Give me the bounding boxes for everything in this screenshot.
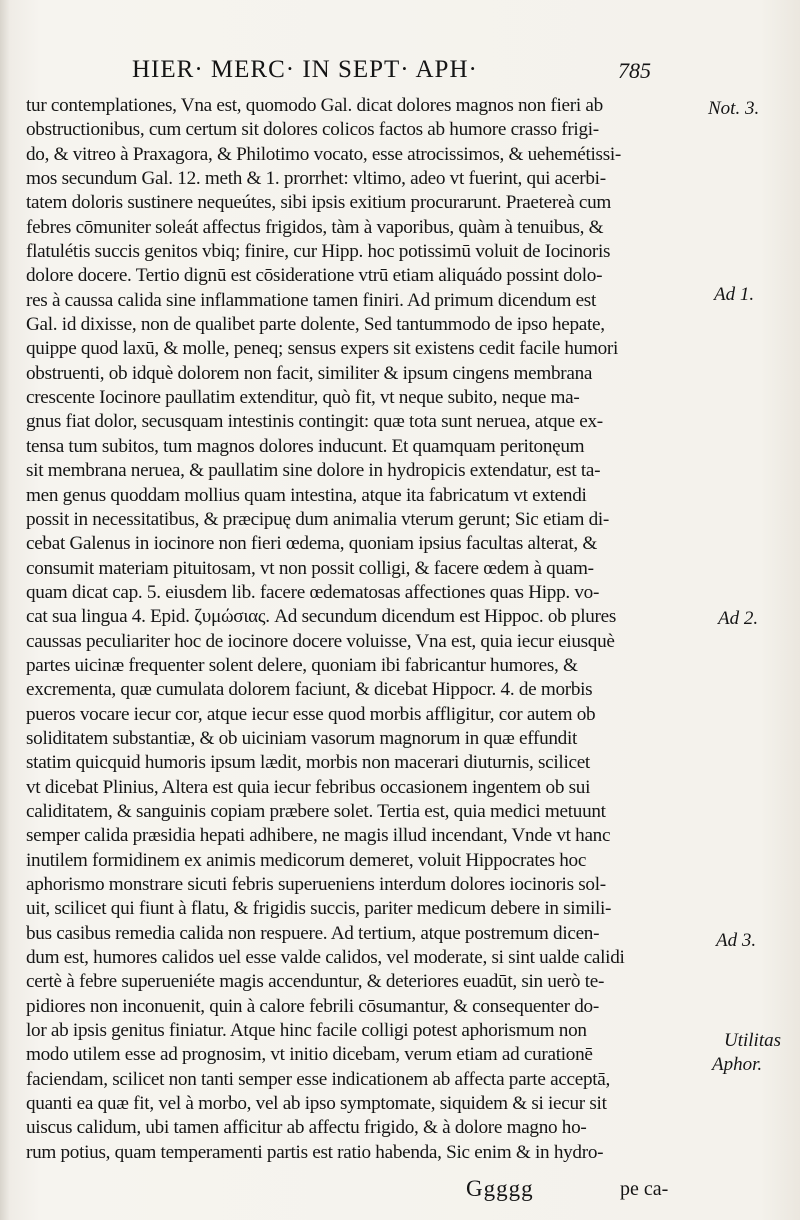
text-line: Gal. id dixisse, non de qualibet parte dolente, Sed tantummodo de ipso hepate, xyxy=(26,314,605,336)
text-line: statim quicquid humoris ipsum lædit, morbis non macerari diuturnis, scilicet xyxy=(26,752,590,774)
margin-note-ad2: Ad 2. xyxy=(718,608,759,629)
text-line: sit membrana neruea, & paullatim sine dolore in hydropicis extendatur, est ta- xyxy=(26,460,601,482)
text-line: rum potius, quam temperamenti partis est ratio habenda, Sic enim & in hydro- xyxy=(26,1141,604,1163)
text-line: lor ab ipsis genitus finiatur. Atque hinc facile colligi potest aphorismum non xyxy=(26,1020,587,1042)
text-line: uit, scilicet qui fiunt à flatu, & frigidis succis, pariter medicum debere in simili- xyxy=(26,898,612,920)
text-line: consumit materiam pituitosam, vt non possit colligi, & facere œdem à quam- xyxy=(26,557,594,579)
page-footer xyxy=(0,1176,800,1216)
text-line: pueros vocare iecur cor, atque iecur esse quod morbis affligitur, cor autem ob xyxy=(26,703,596,725)
text-line: febres cōmuniter soleát affectus frigidos, tàm à vaporibus, quàm à tenuibus, & xyxy=(26,216,604,238)
page-header xyxy=(132,56,672,90)
text-line: tensa tum subitos, tum magnos dolores inducunt. Et quamquam peritonęum xyxy=(26,435,585,457)
text-line: certè à febre superueniéte magis accenduntur, & deteriores euadūt, sin uerò te- xyxy=(26,971,605,993)
text-line: faciendam, scilicet non tanti semper esse indicationem ab affecta parte acceptā, xyxy=(26,1068,611,1090)
text-line: possit in necessitatibus, & præcipuę dum animalia vterum gerunt; Sic etiam di- xyxy=(26,508,610,530)
catchword: pe ca- xyxy=(620,1178,669,1200)
text-line: quam dicat cap. 5. eiusdem lib. facere œdematosas affectiones quas Hipp. vo- xyxy=(26,581,600,603)
signature-mark: Ggggg xyxy=(466,1176,534,1201)
page-number: 785 xyxy=(618,58,651,83)
text-line: bus casibus remedia calida non respuere. Ad tertium, atque postremum dicen- xyxy=(26,922,600,944)
text-line: vt dicebat Plinius, Altera est quia iecur febribus occasionem ingentem ob sui xyxy=(26,776,591,798)
text-line: excrementa, quæ cumulata dolorem faciunt, & dicebat Hippocr. 4. de morbis xyxy=(26,679,593,701)
body-text xyxy=(26,94,706,1165)
text-line: gnus fiat dolor, secusquam intestinis contingit: quæ tota sunt neruea, atque ex- xyxy=(26,411,603,433)
text-line: caliditatem, & sanguinis copiam præbere solet. Tertia est, quia medici metuunt xyxy=(26,800,606,822)
margin-note-ad3: Ad 3. xyxy=(716,930,757,951)
margin-note-aphor: Aphor. xyxy=(712,1054,763,1075)
margin-note-utilitas: Utilitas xyxy=(724,1030,782,1051)
text-line: partes uicinæ frequenter solent delere, quoniam ibi fabricantur humores, & xyxy=(26,654,578,676)
text-line: dolore docere. Tertio dignū est cōsideratione vtrū etiam aliquádo possint dolo- xyxy=(26,265,603,287)
text-line: men genus quoddam mollius quam intestina, atque ita fabricatum vt extendi xyxy=(26,484,587,506)
text-line: obstructionibus, cum certum sit dolores colicos factos ab humore crasso frigi- xyxy=(26,119,599,141)
text-line: quippe quod laxū, & molle, peneq; sensus expers sit existens cedit facile humori xyxy=(26,338,618,360)
text-line: caussas peculiariter hoc de iocinore docere voluisse, Vna est, quia iecur eiusquè xyxy=(26,630,615,652)
text-line: tur contemplationes, Vna est, quomodo Gal. dicat dolores magnos non fieri ab xyxy=(26,95,603,116)
running-title: HIER· MERC· IN SEPT· APH· xyxy=(132,56,478,83)
text-line: obstruenti, ob idquè dolorem non facit, similiter & ipsum cingens membrana xyxy=(26,362,593,384)
text-line: flatulétis succis genitos vbiq; finire, cur Hipp. hoc potissimū voluit de Iocinoris xyxy=(26,241,611,263)
margin-notes xyxy=(706,0,800,1220)
text-line: mos secundum Gal. 12. meth & 1. prorrhet: vltimo, adeo vt fuerint, qui acerbi- xyxy=(26,168,606,190)
text-line: do, & vitreo à Praxagora, & Philotimo vocato, esse atrocissimos, & uehemétissi- xyxy=(26,143,621,165)
text-line: inutilem formidinem ex animis medicorum demeret, voluit Hippocrates hoc xyxy=(26,849,587,871)
text-line: uiscus calidum, ubi tamen afficitur ab affectu frigido, & à dolore magno ho- xyxy=(26,1117,587,1139)
text-line: cebat Galenus in iocinore non fieri œdema, quoniam ipsius facultas alterat, & xyxy=(26,533,597,555)
text-line: pidiores non inconuenit, quin à calore febrili cōsumantur, & consequenter do- xyxy=(26,995,599,1017)
text-line: dum est, humores calidos uel esse valde calidos, vel moderate, si sint ualde calidi xyxy=(26,947,625,969)
text-line: quanti ea quæ fit, vel à morbo, vel ab ipso symptomate, siquidem & si iecur sit xyxy=(26,1093,607,1115)
text-line: soliditatem substantiæ, & ob uiciniam vasorum magnorum in quæ effundit xyxy=(26,727,578,749)
text-line: aphorismo monstrare sicuti febris superueniens interdum dolores iocinoris sol- xyxy=(26,874,606,895)
text-line: semper calida præsidia hepati adhibere, ne magis illud incendant, Vnde vt hanc xyxy=(26,825,611,847)
text-line: cat sua lingua 4. Epid. ζυμώσιας. Ad secundum dicendum est Hippoc. ob plures xyxy=(26,606,616,628)
text-line: tatem doloris sustinere nequeútes, sibi ipsis exitium procurarunt. Praetereà cum xyxy=(26,192,612,214)
text-line: res à caussa calida sine inflammatione tamen finiri. Ad primum dicendum est xyxy=(26,289,597,311)
margin-note-not3: Not. 3. xyxy=(708,98,760,119)
margin-note-ad1: Ad 1. xyxy=(714,284,755,305)
text-line: modo utilem esse ad prognosim, vt initio dicebam, verum etiam ad curationē xyxy=(26,1044,593,1066)
text-line: crescente Iocinore paullatim extenditur, quò fit, vt neque subito, neque ma- xyxy=(26,387,580,409)
